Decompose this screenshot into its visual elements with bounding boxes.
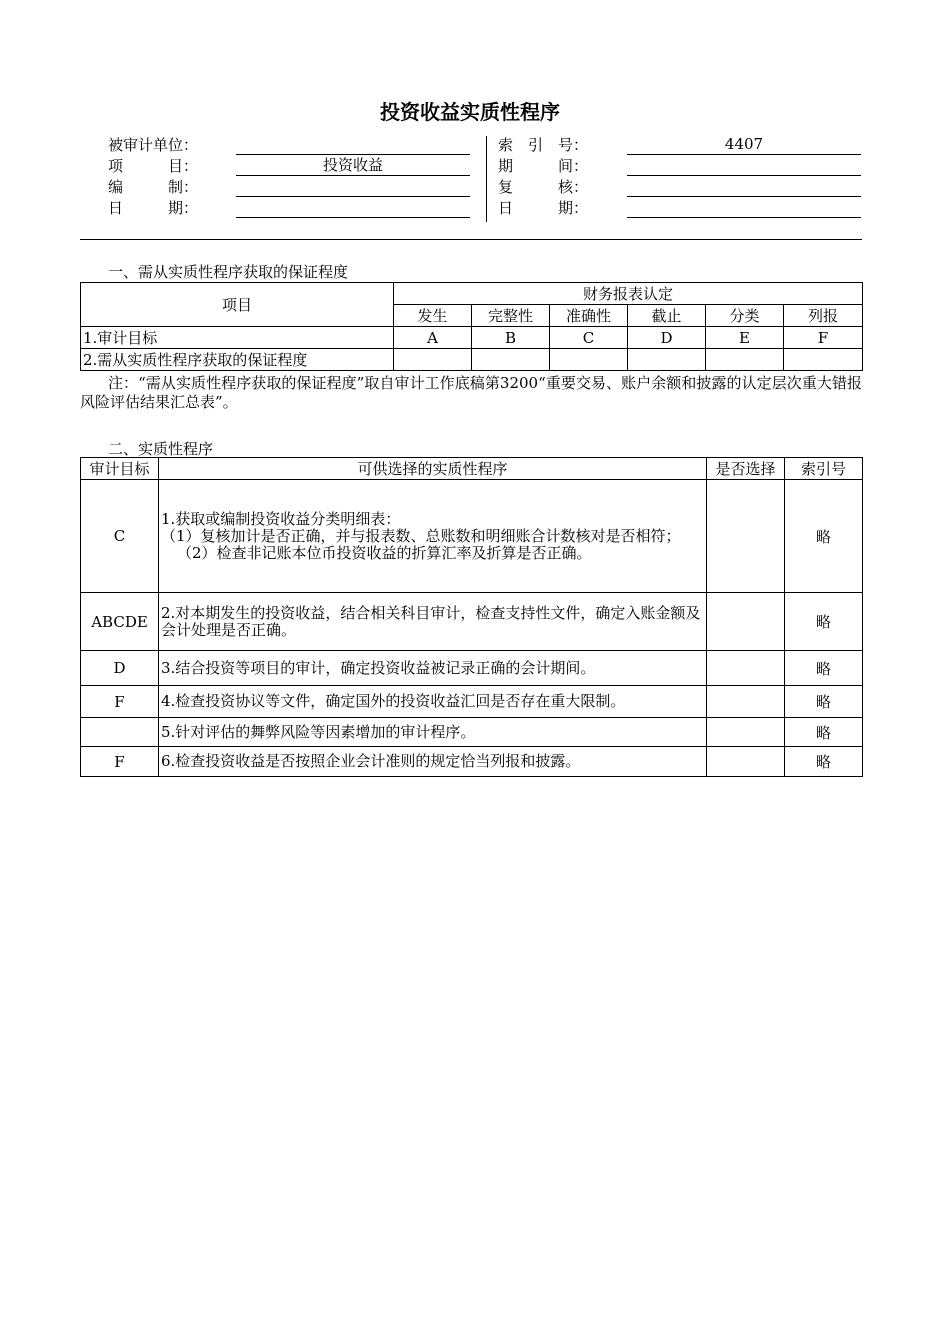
audit-target-cell: C [81, 480, 159, 593]
header-label-period: 期 间： [498, 157, 589, 175]
header-label-index: 索 引 号： [498, 136, 589, 154]
assertion-letter: C [550, 327, 628, 349]
index-cell: 略 [785, 651, 863, 686]
audit-target-cell: ABCDE [81, 593, 159, 651]
header-field-reviewer [627, 176, 861, 197]
header-index: 索引号 [785, 458, 863, 480]
table-row [81, 593, 863, 651]
assertion-header: 准确性 [550, 305, 628, 327]
selection-cell[interactable] [707, 651, 785, 686]
header-label-preparer: 编 制： [108, 178, 199, 196]
assertion-header: 完整性 [472, 305, 550, 327]
index-cell: 略 [785, 480, 863, 593]
header-field-date-left [236, 197, 470, 218]
table-row [81, 651, 863, 686]
table-row [81, 686, 863, 718]
assertion-letter: B [472, 327, 550, 349]
page-title: 投资收益实质性程序 [380, 100, 560, 124]
section1-heading: 一、需从实质性程序获取的保证程度 [108, 263, 349, 281]
assertion-letter: A [394, 327, 472, 349]
header-field-auditee [236, 134, 470, 155]
header-field-date-right [627, 197, 861, 218]
assertion-header: 发生 [394, 305, 472, 327]
header-procedure: 可供选择的实质性程序 [159, 458, 707, 480]
assertion-letter: E [706, 327, 784, 349]
row-label: 2.需从实质性程序获取的保证程度 [81, 349, 394, 371]
assurance-cell [628, 349, 706, 371]
index-cell: 略 [785, 747, 863, 777]
selection-cell[interactable] [707, 480, 785, 593]
table-row [81, 718, 863, 747]
procedure-line: （1）复核加计是否正确，并与报表数、总账数和明细账合计数核对是否相符； [161, 526, 681, 545]
selection-cell[interactable] [707, 686, 785, 718]
assurance-cell [706, 349, 784, 371]
index-cell: 略 [785, 593, 863, 651]
procedure-line: 6.检查投资收益是否按照企业会计准则的规定恰当列报和披露。 [161, 752, 581, 770]
table-row [81, 327, 863, 349]
procedure-cell [159, 593, 707, 651]
assurance-cell [472, 349, 550, 371]
header-label-auditee: 被审计单位： [108, 136, 199, 154]
note-text: 注：“需从实质性程序获取的保证程度”取自审计工作底稿第3200“重要交易、账户余额和披露的认定层次重大错报风险评估结果汇总表”。 [80, 374, 862, 411]
header-label-item: 项 目： [108, 157, 199, 175]
assertion-header: 分类 [706, 305, 784, 327]
procedure-line: 2.对本期发生的投资收益，结合相关科目审计，检查支持性文件，确定入账金额及会计处理是否正确。 [161, 603, 701, 639]
assertion-header: 截止 [628, 305, 706, 327]
assurance-item-header: 项目 [81, 283, 394, 327]
row-label: 1.审计目标 [81, 327, 394, 349]
assurance-cell [784, 349, 863, 371]
selection-cell[interactable] [707, 593, 785, 651]
audit-target-cell [81, 718, 159, 747]
section2-heading: 二、实质性程序 [108, 440, 214, 458]
header-field-period [627, 155, 861, 176]
audit-target-cell: D [81, 651, 159, 686]
index-cell: 略 [785, 686, 863, 718]
header-rule [80, 239, 862, 240]
procedure-cell [159, 480, 707, 593]
header-selected: 是否选择 [707, 458, 785, 480]
assurance-cell [394, 349, 472, 371]
header-label-reviewer: 复 核： [498, 178, 589, 196]
assurance-table [80, 282, 863, 371]
table-row [81, 349, 863, 371]
procedure-cell [159, 651, 707, 686]
header-label-date-left: 日 期： [108, 199, 199, 217]
selection-cell[interactable] [707, 747, 785, 777]
selection-cell[interactable] [707, 718, 785, 747]
procedure-line: 4.检查投资协议等文件，确定国外的投资收益汇回是否存在重大限制。 [161, 692, 626, 710]
header-field-preparer [236, 176, 470, 197]
index-cell: 略 [785, 718, 863, 747]
audit-target-cell: F [81, 747, 159, 777]
procedure-cell [159, 747, 707, 777]
assertions-group-header: 财务报表认定 [394, 283, 863, 305]
header-field-index: 4407 [627, 134, 861, 155]
header-divider [486, 136, 487, 222]
table-row [81, 747, 863, 777]
assertion-letter: F [784, 327, 863, 349]
procedure-line: 3.结合投资等项目的审计，确定投资收益被记录正确的会计期间。 [161, 658, 596, 677]
assertion-header: 列报 [784, 305, 863, 327]
procedure-line: 1.获取或编制投资收益分类明细表： [161, 509, 401, 528]
header-field-item: 投资收益 [236, 155, 470, 176]
table-row [81, 480, 863, 593]
assertion-letter: D [628, 327, 706, 349]
procedure-cell [159, 686, 707, 718]
assurance-cell [550, 349, 628, 371]
procedure-cell [159, 718, 707, 747]
header-audit-target: 审计目标 [81, 458, 159, 480]
audit-target-cell: F [81, 686, 159, 718]
procedure-line: （2）检查非记账本位币投资收益的折算汇率及折算是否正确。 [177, 543, 592, 562]
procedures-table [80, 457, 863, 777]
procedure-line: 5.针对评估的舞弊风险等因素增加的审计程序。 [161, 722, 476, 741]
header-label-date-right: 日 期： [498, 199, 589, 217]
